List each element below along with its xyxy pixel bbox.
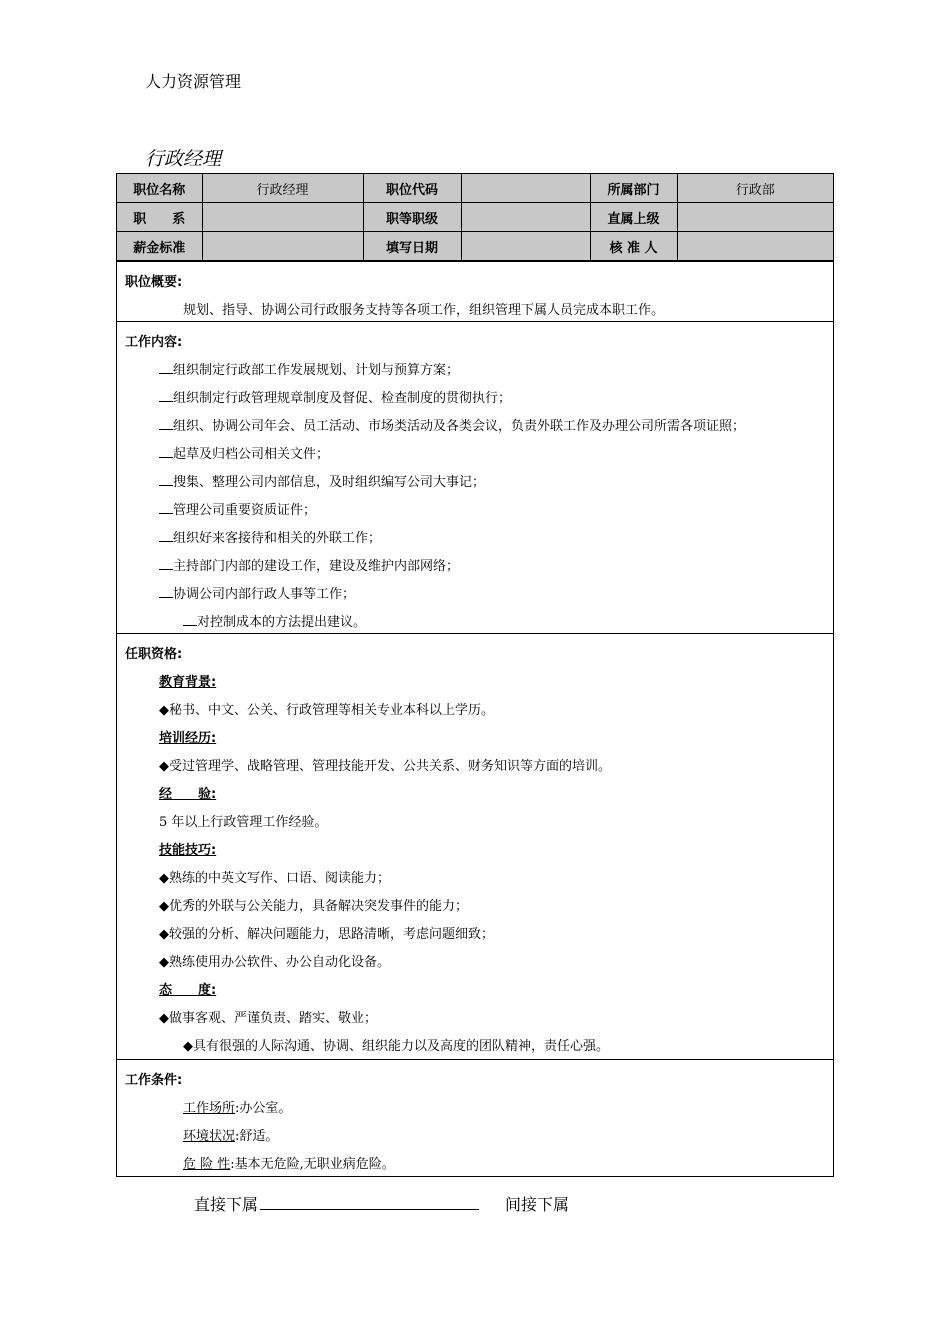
info-row xyxy=(117,203,833,232)
education-text: ◆秘书、中文、公关、行政管理等相关专业本科以上学历。 xyxy=(159,703,494,718)
conditions-section xyxy=(117,1059,833,1177)
label-department: 所属部门 xyxy=(590,174,677,203)
duties-heading: 工作内容: xyxy=(125,335,183,350)
value-department: 行政部 xyxy=(677,174,833,203)
attitude-label: 态 度: xyxy=(159,983,217,998)
direct-subordinate-blank xyxy=(260,1209,479,1210)
value-salary xyxy=(202,232,363,261)
list-item: 协调公司内部行政人事等工作； xyxy=(159,583,355,602)
label-salary: 薪金标准 xyxy=(117,232,202,261)
list-item: ◆优秀的外联与公关能力，具备解决突发事件的能力； xyxy=(159,899,468,914)
label-job-family: 职 系 xyxy=(117,203,202,232)
training-label: 培训经历: xyxy=(159,731,217,746)
duties-section xyxy=(117,321,833,634)
job-description-sheet xyxy=(116,173,834,1177)
overview-section xyxy=(117,261,833,322)
list-item: 环境状况:舒适。 xyxy=(183,1129,279,1144)
label-position-code: 职位代码 xyxy=(363,174,461,203)
label-position-name: 职位名称 xyxy=(117,174,202,203)
list-item: ◆做事客观、严谨负责、踏实、敬业； xyxy=(159,1011,377,1026)
label-fill-date: 填写日期 xyxy=(363,232,461,261)
list-item: ◆较强的分析、解决问题能力，思路清晰，考虑问题细致； xyxy=(159,927,494,942)
list-item: 组织、协调公司年会、员工活动、市场类活动及各类会议，负责外联工作及办理公司所需各项证照； xyxy=(159,415,745,434)
list-item: 组织好来客接待和相关的外联工作； xyxy=(159,527,381,546)
document-title: 行政经理 xyxy=(145,148,222,170)
list-item: 管理公司重要资质证件； xyxy=(159,499,316,518)
list-item: ◆熟练使用办公软件、办公自动化设备。 xyxy=(159,955,390,970)
experience-text: 5 年以上行政管理工作经验。 xyxy=(159,815,328,830)
qualifications-section xyxy=(117,633,833,1060)
education-label: 教育背景: xyxy=(159,675,217,690)
list-item: 搜集、整理公司内部信息，及时组织编写公司大事记； xyxy=(159,471,485,490)
skills-label: 技能技巧: xyxy=(159,843,217,858)
position-info-table xyxy=(117,174,833,261)
info-row xyxy=(117,174,833,203)
conditions-heading: 工作条件: xyxy=(125,1073,183,1088)
info-row xyxy=(117,232,833,261)
value-grade xyxy=(461,203,590,232)
list-item: 危 险 性:基本无危险,无职业病危险。 xyxy=(183,1157,395,1172)
training-text: ◆受过管理学、战略管理、管理技能开发、公共关系、财务知识等方面的培训。 xyxy=(159,759,611,774)
list-item: 组织制定行政部工作发展规划、计划与预算方案； xyxy=(159,359,459,378)
header-text: 人力资源管理 xyxy=(145,72,242,91)
value-position-name: 行政经理 xyxy=(202,174,363,203)
value-supervisor xyxy=(677,203,833,232)
value-approver xyxy=(677,232,833,261)
list-item: 组织制定行政管理规章制度及督促、检查制度的贯彻执行； xyxy=(159,387,511,406)
label-supervisor: 直属上级 xyxy=(590,203,677,232)
experience-label: 经 验: xyxy=(159,787,217,802)
overview-heading: 职位概要: xyxy=(125,275,183,290)
label-approver: 核 准 人 xyxy=(590,232,677,261)
list-item: 对控制成本的方法提出建议。 xyxy=(183,611,366,630)
list-item: 主持部门内部的建设工作，建设及维护内部网络； xyxy=(159,555,459,574)
indirect-subordinate-label: 间接下属 xyxy=(505,1195,570,1214)
list-item: 工作场所:办公室。 xyxy=(183,1101,292,1116)
list-item: ◆具有很强的人际沟通、协调、组织能力以及高度的团队精神，责任心强。 xyxy=(183,1039,609,1054)
overview-text: 规划、指导、协调公司行政服务支持等各项工作，组织管理下属人员完成本职工作。 xyxy=(183,303,665,318)
value-fill-date xyxy=(461,232,590,261)
list-item: ◆熟练的中英文写作、口语、阅读能力； xyxy=(159,871,390,886)
direct-subordinate-label: 直接下属 xyxy=(194,1195,259,1214)
value-position-code xyxy=(461,174,590,203)
value-job-family xyxy=(202,203,363,232)
label-grade: 职等职级 xyxy=(363,203,461,232)
list-item: 起草及归档公司相关文件； xyxy=(159,443,329,462)
qualifications-heading: 任职资格: xyxy=(125,647,183,662)
